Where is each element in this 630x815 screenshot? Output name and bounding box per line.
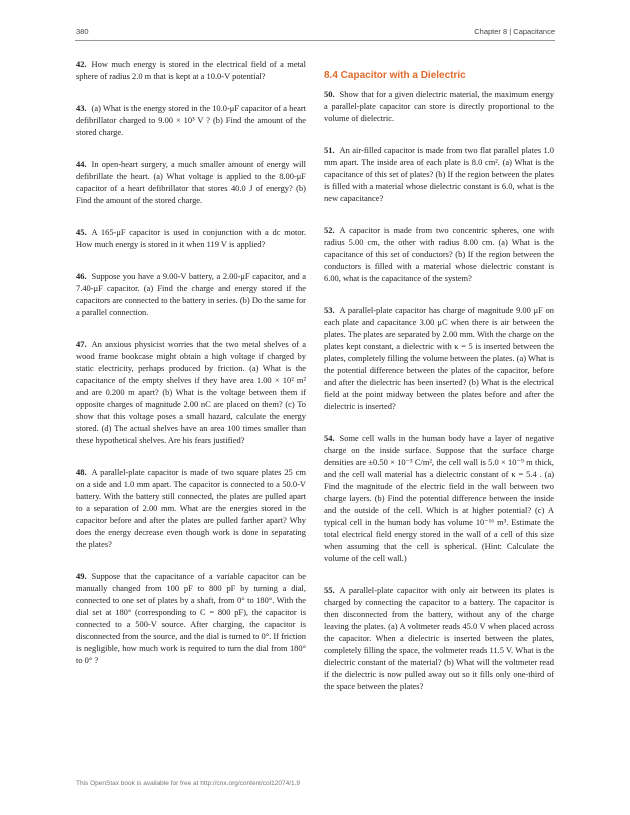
- problem-51: 51. An air-filled capacitor is made from two flat parallel plates 1.0 mm apart. The inside area of each plate is 8.0 cm². (a) What is the capacitance of this set of plates? (b) If the region between the plates is filled with a material whose dielectric constant is 6.0, what is the new capacitance?: [324, 145, 554, 203]
- problem-49: 49. Suppose that the capacitance of a variable capacitor can be manually changed from 100 pF to 800 pF by turning a dial, connected to one set of plates by a shaft, from 0° to 180°. With the dial set at 180° (corresponding to C = 800 pF), the capacitor is connected to a 500-V source. After charging, the capacitor is disconnected from the source, and the dial is turned to 0°. If friction is negligible, how much work is required to turn the dial from 180° to 0° ?: [76, 571, 306, 665]
- problem-50: 50. Show that for a given dielectric material, the maximum energy a parallel-plate capacitor can store is directly proportional to the volume of dielectric.: [324, 89, 554, 123]
- problem-42: 42. How much energy is stored in the electrical field of a metal sphere of radius 2.0 m that is kept at a 10.0-V potential?: [76, 59, 306, 81]
- problem-47: 47. An anxious physicist worries that the two metal shelves of a wood frame bookcase might obtain a high voltage if charged by static electricity, perhaps produced by friction. (a) What is the capacitance of the empty shelves if they have area 1.00 × 10² m² and are 0.200 m apart? (b) What is the voltage between them if opposite charges of magnitude 2.00 nC are placed on them? (c) To show that this voltage poses a small hazard, calculate the energy stored. (d) The actual shelves have an area 100 times smaller than these hypothetical shelves. Are his fears justified?: [76, 339, 306, 445]
- header-rule: [75, 40, 555, 41]
- problem-44: 44. In open-heart surgery, a much smaller amount of energy will defibrillate the heart. (a) What voltage is applied to the 8.00-μF capacitor of a heart defibrillator that stores 40.0 J of energy? (b) Find the amount of the stored charge.: [76, 159, 306, 205]
- problem-52: 52. A capacitor is made from two concentric spheres, one with radius 5.00 cm, the other with radius 8.00 cm. (a) What is the capacitance of this set of conductors? (b) If the region between the conductors is filled with a material whose dielectric constant is 6.00, what is the capacitance of the system?: [324, 225, 554, 283]
- right-column: [324, 58, 554, 712]
- problem-46: 46. Suppose you have a 9.00-V battery, a 2.00-μF capacitor, and a 7.40-μF capacitor. (a) Find the charge and energy stored if the capacitors are connected to the battery in series. (b) Do the same for a parallel connection.: [76, 271, 306, 317]
- problem-45: 45. A 165-μF capacitor is used in conjunction with a dc motor. How much energy is stored in it when 119 V is applied?: [76, 227, 306, 249]
- problem-48: 48. A parallel-plate capacitor is made of two square plates 25 cm on a side and 1.0 mm apart. The capacitor is connected to a 50.0-V battery. With the battery still connected, the plates are pulled apart to a separation of 2.00 mm. What are the energies stored in the capacitor before and after the plates are pulled farther apart? Why does the energy decrease even though work is done in separating the plates?: [76, 467, 306, 549]
- footer-note: This OpenStax book is available for free at http://cnx.org/content/col12074/1.9: [76, 780, 301, 787]
- page-number: 380: [76, 27, 89, 36]
- problem-55: 55. A parallel-plate capacitor with only air between its plates is charged by connecting the capacitor to a battery. The capacitor is then disconnected from the battery, without any of the charge leaving the plates. (a) A voltmeter reads 45.0 V when placed across the capacitor. When a dielectric is inserted between the plates, completely filling the space, the voltmeter reads 11.5 V. What is the dielectric constant of the material? (b) What will the voltmeter read if the dielectric is now pulled away out so it fills only one-third of the space between the plates?: [324, 585, 554, 691]
- left-column: [76, 58, 306, 686]
- problem-43: 43. (a) What is the energy stored in the 10.0-μF capacitor of a heart defibrillator charged to 9.00 × 10³ V ? (b) Find the amount of the stored charge.: [76, 103, 306, 137]
- section-title: 8.4 Capacitor with a Dielectric: [324, 70, 466, 81]
- problem-54: 54. Some cell walls in the human body have a layer of negative charge on the inside surface. Suppose that the surface charge densities are ±0.50 × 10⁻³ C/m², the cell wall is 5.0 × 10⁻⁹ m thick, and the cell wall material has a dielectric constant of κ = 5.4 . (a) Find the magnitude of the electric field in the wall between two charge layers. (b) Find the potential difference between the inside and the outside of the cell. Which is at higher potential? (c) A typical cell in the human body has volume 10⁻¹⁶ m³. Estimate the total electrical field energy stored in the wall of a cell of this size when assuming that the cell is spherical. (Hint: Calculate the volume of the cell wall.): [324, 433, 554, 563]
- problem-53: 53. A parallel-plate capacitor has charge of magnitude 9.00 μF on each plate and capacitance 3.00 μC when there is air between the plates. The plates are separated by 2.00 mm. With the charge on the plates kept constant, a dielectric with κ = 5 is inserted between the plates, completely filling the volume between the plates. (a) What is the potential difference between the plates of the capacitor, before and after the dielectric has been inserted? (b) What is the electrical field at the point midway between the plates before and after the dielectric is inserted?: [324, 305, 554, 411]
- chapter-title: Chapter 8 | Capacitance: [474, 27, 555, 36]
